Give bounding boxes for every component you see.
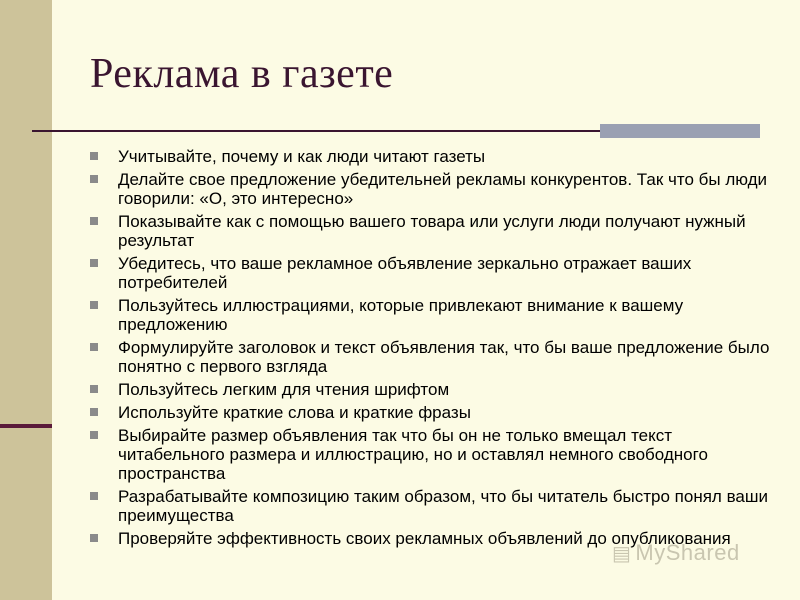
bullet-text: Разрабатывайте композицию таким образом, что бы читатель быстро понял ваши преимущества <box>118 487 768 525</box>
slide-title: Реклама в газете <box>90 51 394 97</box>
list-item <box>90 380 770 399</box>
bullet-square-icon <box>90 492 98 500</box>
bullet-list <box>90 143 770 548</box>
list-item <box>90 338 770 376</box>
bullet-square-icon <box>90 385 98 393</box>
bullet-square-icon <box>90 343 98 351</box>
bullet-text: Формулируйте заголовок и текст объявления так, что бы ваше предложение было понятно с первого взгляда <box>118 338 770 376</box>
bullet-square-icon <box>90 301 98 309</box>
side-band-accent <box>0 424 52 428</box>
list-item <box>90 254 770 292</box>
bullet-square-icon <box>90 408 98 416</box>
list-item <box>90 426 770 483</box>
title-divider <box>32 130 600 132</box>
bullet-square-icon <box>90 152 98 160</box>
presentation-icon: ▤ <box>612 543 632 565</box>
bullet-square-icon <box>90 259 98 267</box>
bullet-text: Делайте свое предложение убедительней рекламы конкурентов. Так что бы люди говорили: «О, это интересно» <box>118 170 768 208</box>
bullet-text: Показывайте как с помощью вашего товара или услуги люди получают нужный результат <box>118 212 746 250</box>
bullet-text: Используйте краткие слова и краткие фразы <box>118 403 471 422</box>
side-band <box>0 0 52 600</box>
list-item <box>90 296 770 334</box>
list-item <box>90 212 770 250</box>
bullet-text: Выбирайте размер объявления так что бы он не только вмещал текст читабельного размера и иллюстрацию, но и оставлял немного свободного пространства <box>118 426 708 483</box>
bullet-text: Пользуйтесь легким для чтения шрифтом <box>118 380 450 399</box>
bullet-text: Убедитесь, что ваше рекламное объявление зеркально отражает ваших потребителей <box>118 254 692 292</box>
bullet-text: Пользуйтесь иллюстрациями, которые привлекают внимание к вашему предложению <box>118 296 684 334</box>
bullet-square-icon <box>90 175 98 183</box>
divider-accent-bar <box>600 124 760 138</box>
bullet-square-icon <box>90 217 98 225</box>
bullet-square-icon <box>90 534 98 542</box>
list-item <box>90 147 770 166</box>
watermark-text: MyShared <box>635 540 740 565</box>
watermark-logo <box>612 540 740 566</box>
list-item <box>90 403 770 422</box>
list-item <box>90 170 770 208</box>
bullet-text: Проверяйте эффективность своих рекламных объявлений до опубликования <box>118 529 731 548</box>
bullet-square-icon <box>90 431 98 439</box>
bullet-text: Учитывайте, почему и как люди читают газеты <box>118 147 486 166</box>
list-item <box>90 487 770 525</box>
